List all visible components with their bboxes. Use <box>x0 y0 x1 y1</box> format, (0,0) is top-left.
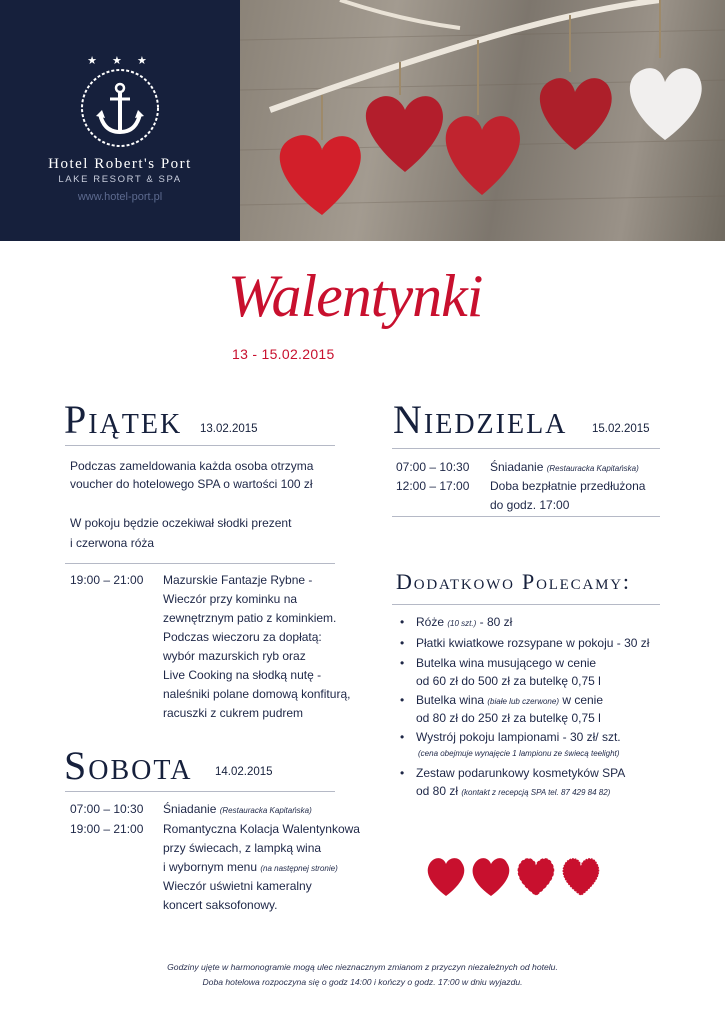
extra-item-cont: (cena obejmuje wynajęcie 1 lampionu ze świecą teelight) <box>418 749 620 758</box>
niedziela-event-2b: do godz. 17:00 <box>490 498 570 512</box>
divider <box>392 604 660 605</box>
sobota-heading: Sobota <box>64 743 193 788</box>
extra-price: - 80 zł <box>479 615 513 629</box>
event-dates: 13 - 15.02.2015 <box>232 346 335 362</box>
hanging-hearts-illustration <box>240 0 725 241</box>
extra-item <box>400 728 621 747</box>
extra-item <box>400 613 513 633</box>
niedziela-breakfast-note: (Restauracka Kapitańska) <box>546 464 639 473</box>
piatek-time: 19:00 – 21:00 <box>70 573 144 587</box>
extra-item <box>400 634 650 653</box>
extra-item-cont: od 80 zł do 250 zł za butelkę 0,75 l <box>416 711 601 725</box>
niedziela-event-2a: Doba bezpłatnie przedłużona <box>490 479 646 493</box>
piatek-line: wybór mazurskich ryb oraz <box>163 649 306 663</box>
sobota-menu-note: (na następnej stronie) <box>260 864 338 873</box>
piatek-p2a: W pokoju będzie oczekiwał słodki prezent <box>70 516 292 530</box>
extra-item <box>400 654 597 673</box>
bullet: • <box>400 636 405 650</box>
stars: ★ ★ ★ <box>87 55 153 67</box>
piatek-p1b: voucher do hotelowego SPA o wartości 100 zł <box>70 477 313 491</box>
niedziela-breakfast: Śniadanie <box>490 460 544 474</box>
dodatkowo-heading: Dodatkowo Polecamy: <box>396 569 631 594</box>
bullet: • <box>400 656 405 670</box>
divider <box>65 791 335 792</box>
sobota-menu-text: i wybornym menu <box>163 860 258 874</box>
extra-text: Płatki kwiatkowe rozsypane w pokoju - 30 zł <box>416 636 650 650</box>
brand-url[interactable]: www.hotel-port.pl <box>77 191 163 203</box>
sobota-event-1 <box>163 800 312 820</box>
piatek-line: racuszki z cukrem pudrem <box>163 706 304 720</box>
divider <box>65 445 335 446</box>
hearts-decoration-icon <box>424 852 604 898</box>
piatek-date: 13.02.2015 <box>200 423 258 435</box>
sobota-breakfast: Śniadanie <box>163 802 217 816</box>
sobota-line: Romantyczna Kolacja Walentynkowa <box>163 822 360 836</box>
extra-item <box>400 764 626 783</box>
piatek-line: Podczas wieczoru za dopłatą: <box>163 630 322 644</box>
extra-note: (10 szt.) <box>447 619 477 628</box>
sobota-line-menu <box>163 858 338 878</box>
piatek-line: Mazurskie Fantazje Rybne - <box>163 573 313 587</box>
divider <box>392 448 660 449</box>
piatek-line: Wieczór przy kominku na <box>163 592 298 606</box>
piatek-line: zewnętrznym patio z kominkiem. <box>163 611 337 625</box>
bullet: • <box>400 615 405 629</box>
hearts-photo <box>240 0 725 241</box>
extra-note: (białe lub czerwone) <box>487 697 559 706</box>
niedziela-time-1: 07:00 – 10:30 <box>396 460 470 474</box>
piatek-line: Live Cooking na słodką nutę - <box>163 668 322 682</box>
sobota-time-1: 07:00 – 10:30 <box>70 802 144 816</box>
extra-text: Wystrój pokoju lampionami - 30 zł/ szt. <box>416 730 621 744</box>
brand-panel <box>0 0 240 241</box>
extra-price: od 80 zł <box>416 784 459 798</box>
divider <box>392 516 660 517</box>
niedziela-heading: Niedziela <box>393 397 568 442</box>
extra-item-cont <box>416 782 610 802</box>
brand-subtitle: LAKE RESORT & SPA <box>58 174 182 185</box>
extra-text: Butelka wina musującego w cenie <box>416 656 597 670</box>
bullet: • <box>400 693 405 707</box>
extra-text: Butelka wina <box>416 693 485 707</box>
piatek-p2b: i czerwona róża <box>70 536 155 550</box>
sobota-date: 14.02.2015 <box>215 766 273 778</box>
niedziela-event-1 <box>490 458 639 478</box>
footer-line-1: Godziny ujęte w harmonogramie mogą ulec nieznacznym zmianom z przyczyn niezależnych od hotelu. <box>167 962 558 972</box>
piatek-line: naleśniki polane domową konfiturą, <box>163 687 351 701</box>
sobota-time-2: 19:00 – 21:00 <box>70 822 144 836</box>
piatek-p1a: Podczas zameldowania każda osoba otrzyma <box>70 459 314 473</box>
extra-price: w cenie <box>562 693 604 707</box>
anchor-logo-icon <box>78 66 162 150</box>
extra-text: Róże <box>416 615 445 629</box>
sobota-line: koncert saksofonowy. <box>163 898 278 912</box>
sobota-breakfast-note: (Restauracka Kapitańska) <box>219 806 312 815</box>
piatek-heading: Piątek <box>64 397 183 442</box>
bullet: • <box>400 730 405 744</box>
brand-name: Hotel Robert's Port <box>48 156 192 172</box>
divider <box>65 563 335 564</box>
niedziela-time-2: 12:00 – 17:00 <box>396 479 470 493</box>
niedziela-date: 15.02.2015 <box>592 423 650 435</box>
footer-line-2: Doba hotelowa rozpoczyna się o godz 14:00 i kończy o godz. 17:00 w dniu wyjazdu. <box>202 977 523 987</box>
extra-note: (kontakt z recepcją SPA tel. 87 429 84 82) <box>461 788 611 797</box>
bullet: • <box>400 766 405 780</box>
sobota-line: przy świecach, z lampką wina <box>163 841 322 855</box>
extra-item <box>400 691 604 711</box>
event-title: Walentynki <box>228 263 483 329</box>
extra-item-cont: od 60 zł do 500 zł za butelkę 0,75 l <box>416 674 601 688</box>
sobota-line: Wieczór uświetni kameralny <box>163 879 312 893</box>
extra-text: Zestaw podarunkowy kosmetyków SPA <box>416 766 626 780</box>
